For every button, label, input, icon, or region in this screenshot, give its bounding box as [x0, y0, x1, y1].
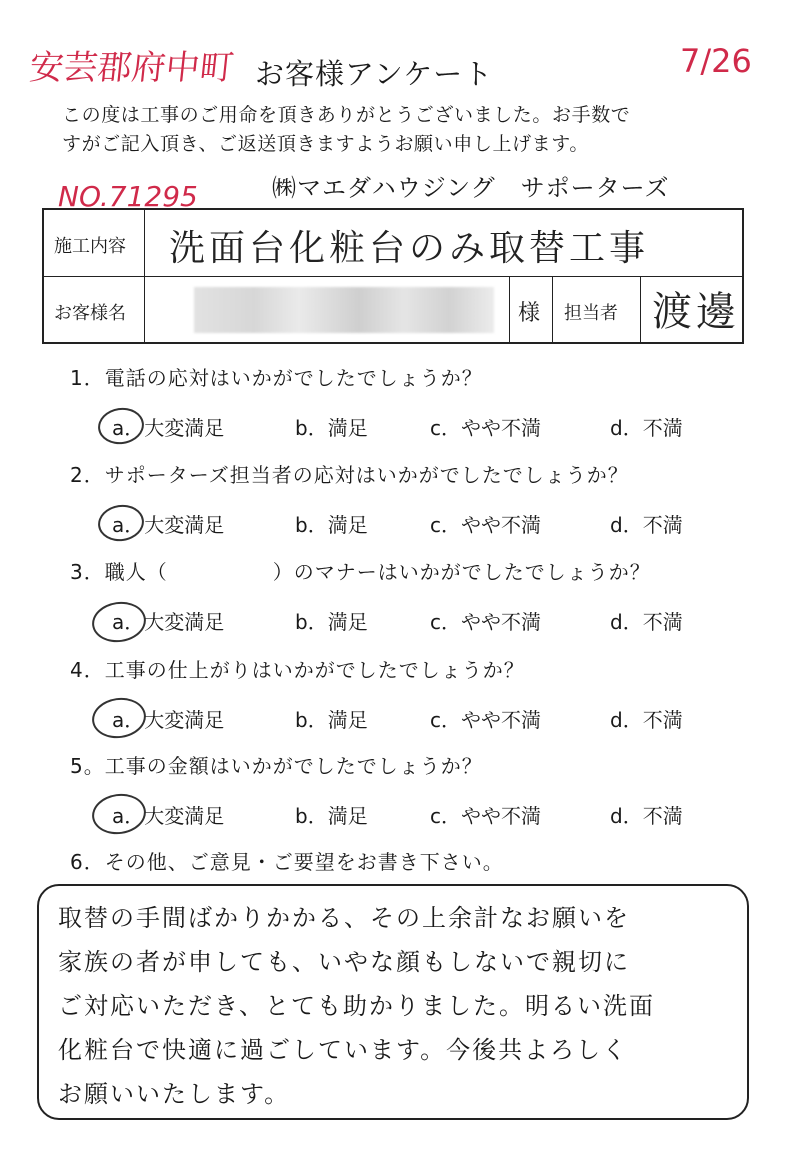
comment-line-1: 取替の手間ばかりかかる、その上余計なお願いを	[58, 904, 630, 932]
answer-row-2	[0, 505, 786, 541]
work-label: 施工内容	[54, 236, 126, 257]
option-d[interactable]: d．不満	[610, 416, 683, 440]
date-handwritten: 7/26	[680, 42, 752, 80]
company-name: ㈱マエダハウジング サポーターズ	[272, 174, 670, 202]
answer-row-5	[0, 796, 786, 832]
question-3: 3．職人（ ）のマナーはいかがでしたでしょうか？	[70, 560, 651, 584]
option-b[interactable]: b．満足	[295, 610, 368, 634]
staff-label: 担当者	[564, 303, 618, 324]
survey-number: NO.71295	[58, 180, 198, 213]
comment-line-2: 家族の者が申しても、いやな顔もしないで親切に	[58, 948, 630, 976]
table-divider	[44, 276, 742, 277]
option-d[interactable]: d．不満	[610, 804, 683, 828]
staff-value-handwritten: 渡邊	[652, 289, 740, 335]
page-title: お客様アンケート	[255, 57, 494, 91]
option-b[interactable]: b．満足	[295, 708, 368, 732]
comment-line-4: 化粧台で快適に過ごしています。今後共よろしく	[58, 1036, 629, 1064]
option-a[interactable]: a．大変満足	[112, 416, 225, 440]
option-c[interactable]: c．やや不満	[430, 416, 541, 440]
info-table	[42, 208, 744, 344]
option-d[interactable]: d．不満	[610, 610, 683, 634]
comment-line-3: ご対応いただき、とても助かりました。明るい洗面	[58, 992, 656, 1020]
customer-label: お客様名	[54, 303, 126, 324]
honorific: 様	[518, 301, 541, 326]
comment-line-5: お願いいたします。	[58, 1080, 291, 1108]
option-c[interactable]: c．やや不満	[430, 513, 541, 537]
option-b[interactable]: b．満足	[295, 804, 368, 828]
option-a[interactable]: a．大変満足	[112, 610, 225, 634]
table-divider	[144, 210, 145, 342]
answer-row-1	[0, 408, 786, 444]
option-b[interactable]: b．満足	[295, 416, 368, 440]
intro-text-line-1: この度は工事のご用命を頂きありがとうございました。お手数で	[62, 104, 631, 126]
option-d[interactable]: d．不満	[610, 708, 683, 732]
intro-text-line-2: すがご記入頂き、ご返送頂きますようお願い申し上げます。	[62, 133, 589, 155]
question-1: 1．電話の応対はいかがでしたでしょうか？	[70, 366, 483, 390]
option-c[interactable]: c．やや不満	[430, 708, 541, 732]
table-divider	[640, 277, 641, 342]
option-a[interactable]: a．大変満足	[112, 708, 225, 732]
question-5: 5。工事の金額はいかがでしたでしょうか？	[70, 754, 483, 778]
question-6: 6．その他、ご意見・ご要望をお書き下さい。	[70, 850, 504, 874]
table-divider	[509, 277, 510, 342]
region-handwritten: 安芸郡府中町	[27, 48, 236, 88]
question-2: 2．サポーターズ担当者の応対はいかがでしたでしょうか？	[70, 463, 629, 487]
question-4: 4．工事の仕上がりはいかがでしたでしょうか？	[70, 658, 525, 682]
option-d[interactable]: d．不満	[610, 513, 683, 537]
option-a[interactable]: a．大変満足	[112, 804, 225, 828]
option-a[interactable]: a．大変満足	[112, 513, 225, 537]
table-divider	[552, 277, 553, 342]
option-c[interactable]: c．やや不満	[430, 610, 541, 634]
option-c[interactable]: c．やや不満	[430, 804, 541, 828]
redacted-customer-name	[194, 287, 494, 333]
option-b[interactable]: b．満足	[295, 513, 368, 537]
work-value-handwritten: 洗面台化粧台のみ取替工事	[169, 228, 650, 269]
answer-row-3	[0, 602, 786, 638]
answer-row-4	[0, 700, 786, 736]
